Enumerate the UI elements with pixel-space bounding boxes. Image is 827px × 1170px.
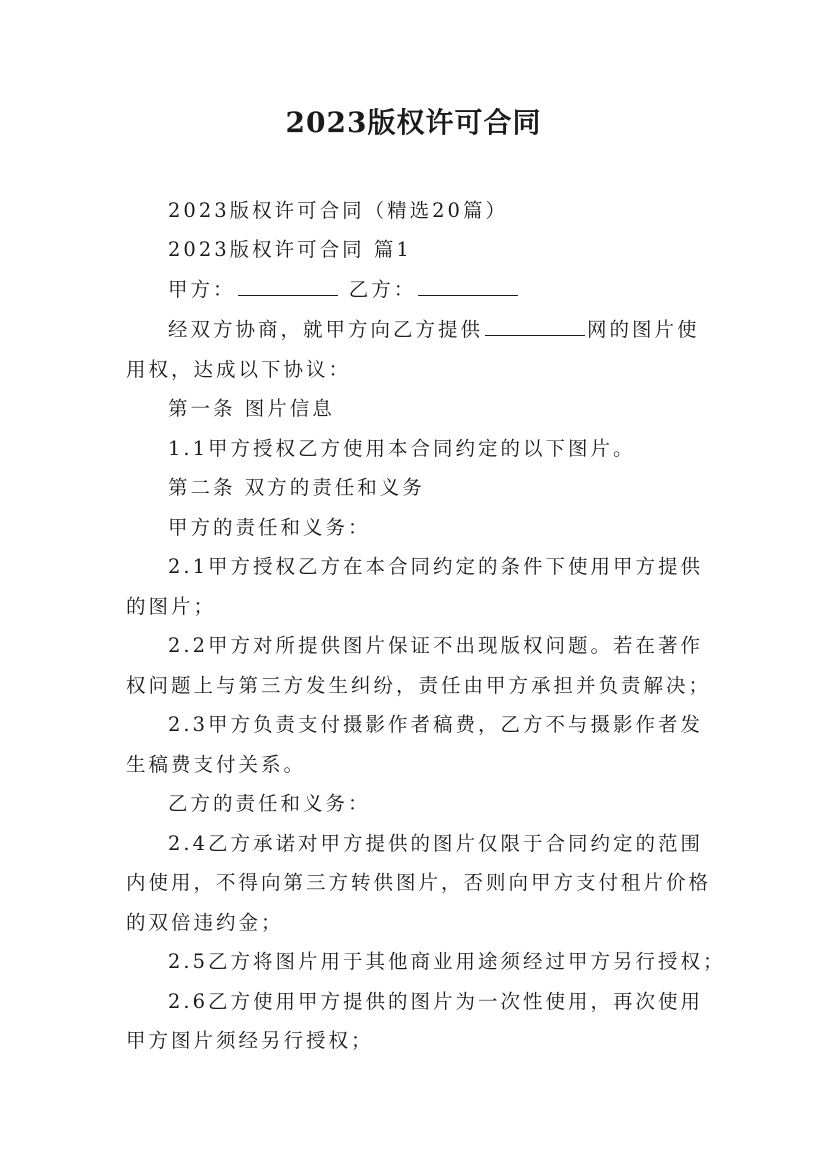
clause-2-4-line-3: 的双倍违约金； — [126, 911, 284, 934]
document-title: 2023版权许可合同 — [285, 106, 542, 139]
website-blank — [485, 317, 585, 336]
clause-2-2-line-2: 权问题上与第三方发生纠纷，责任由甲方承担并负责解决； — [126, 674, 712, 697]
intro-line-1 — [168, 316, 700, 344]
document-subtitle: 2023版权许可合同（精选20篇） — [168, 199, 508, 222]
intro-text-b: 网的图片使 — [587, 318, 700, 341]
clause-2-3-line-1: 2.3甲方负责支付摄影作者稿费，乙方不与摄影作者发 — [168, 713, 704, 736]
clause-2-1-line-1: 2.1甲方授权乙方在本合同约定的条件下使用甲方提供 — [168, 555, 704, 578]
party-b-label: 乙方： — [348, 278, 417, 301]
clause-2-2-line-1: 2.2甲方对所提供图片保证不出现版权问题。若在著作 — [168, 634, 704, 657]
party-b-blank — [418, 277, 518, 296]
party-b-duties-heading: 乙方的责任和义务： — [168, 792, 371, 815]
clause-2-6-line-1: 2.6乙方使用甲方提供的图片为一次性使用，再次使用 — [168, 990, 704, 1013]
article-1-heading: 第一条 图片信息 — [168, 397, 335, 420]
parties-line — [168, 276, 520, 304]
section-heading: 2023版权许可合同 篇1 — [168, 238, 412, 261]
clause-2-6-line-2: 甲方图片须经另行授权； — [126, 1029, 374, 1052]
party-a-label: 甲方： — [168, 278, 236, 301]
clause-2-3-line-2: 生稿费支付关系。 — [126, 753, 307, 776]
clause-1-1: 1.1甲方授权乙方使用本合同约定的以下图片。 — [168, 437, 636, 460]
clause-2-5: 2.5乙方将图片用于其他商业用途须经过甲方另行授权； — [168, 950, 726, 973]
intro-line-2: 用权，达成以下协议： — [126, 358, 352, 381]
party-a-blank — [238, 277, 338, 296]
clause-2-1-line-2: 的图片； — [126, 595, 217, 618]
clause-2-4-line-2: 内使用，不得向第三方转供图片，否则向甲方支付租片价格 — [126, 871, 712, 894]
article-2-heading: 第二条 双方的责任和义务 — [168, 476, 425, 499]
party-a-duties-heading: 甲方的责任和义务： — [168, 516, 371, 539]
intro-text-a: 经双方协商，就甲方向乙方提供 — [168, 318, 484, 341]
clause-2-4-line-1: 2.4乙方承诺对甲方提供的图片仅限于合同约定的范围 — [168, 832, 704, 855]
